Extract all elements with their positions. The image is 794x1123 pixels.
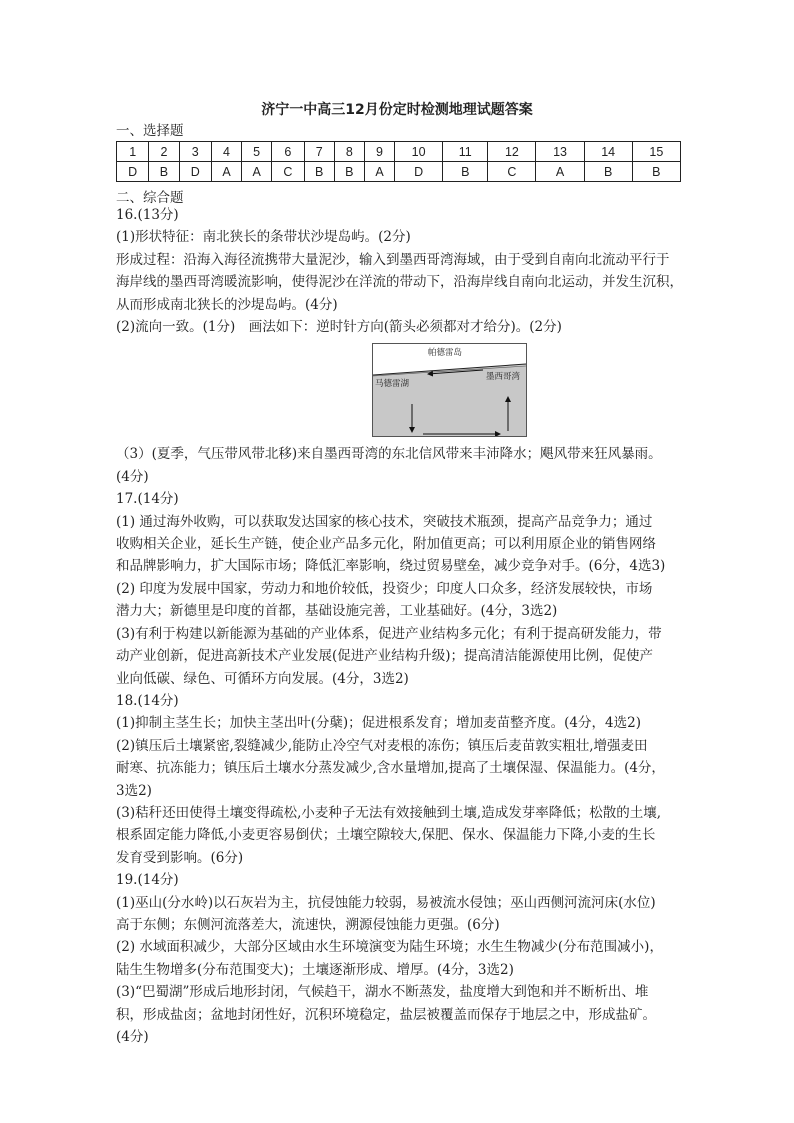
answer-line: (2)镇压后土壤紧密,裂缝减少,能防止冷空气对麦根的冻伤；镇压后麦苗敦实粗壮,增强麦田	[116, 737, 648, 754]
answer-line: (3)有利于构建以新能源为基础的产业体系，促进产业结构多元化；有利于提高研发能力，带	[116, 625, 662, 642]
answer-line: 收购相关企业，延长生产链，使企业产品多元化，附加值更高；可以利用原企业的销售网络	[116, 536, 656, 553]
answer-cell: A	[364, 162, 394, 182]
answer-paragraph	[116, 735, 696, 802]
answer-cell: D	[179, 162, 211, 182]
question-number-cell: 9	[364, 142, 394, 162]
answer-body	[116, 204, 696, 1048]
question-number-cell: 5	[242, 142, 272, 162]
question-number-row	[117, 142, 681, 162]
answer-line: 业向低碳、绿色、可循环方向发展。(4分，3选2)	[116, 670, 409, 687]
question-number-cell: 1	[117, 142, 149, 162]
answer-cell: C	[272, 162, 304, 182]
answer-paragraph	[116, 511, 696, 578]
answer-line: (3)“巴蜀湖”形成后地形封闭，气候趋干，湖水不断蒸发，盐度增大到饱和并不断析出、堆	[116, 984, 649, 1001]
answer-line: (3)秸秆还田使得土壤变得疏松,小麦种子无法有效接触到土壤,造成发芽率降低；松散的土壤,	[116, 804, 661, 821]
question-heading: 16.(13分)	[116, 207, 179, 223]
answer-line: (1)形状特征：南北狭长的条带状沙堤岛屿。(2分)	[116, 229, 411, 246]
answer-line: 发育受到影响。(6分)	[116, 849, 244, 866]
answer-cell: B	[149, 162, 179, 182]
answer-row	[117, 162, 681, 182]
answer-paragraph	[116, 443, 696, 488]
answer-paragraph	[116, 712, 696, 734]
answer-line: 陆生生物增多(分布范围变大)；土壤逐渐形成、增厚。(4分，3选2)	[116, 961, 514, 978]
section-heading-comprehensive: 二、综合题	[116, 190, 184, 206]
page-title: 济宁一中高三12月份定时检测地理试题答案	[261, 102, 533, 118]
answer-line: 从而形成南北狭长的沙堤岛屿。(4分)	[116, 296, 338, 313]
answer-line: (1) 通过海外收购，可以获取发达国家的核心技术，突破技术瓶颈，提高产品竞争力；通过	[116, 513, 653, 530]
question-number-cell: 6	[272, 142, 304, 162]
answer-cell: B	[443, 162, 488, 182]
answer-cell: C	[488, 162, 536, 182]
answer-line: 海岸线的墨西哥湾暖流影响，使得泥沙在洋流的带动下，沿海岸线自南向北运动，并发生沉积，	[116, 274, 683, 291]
answer-paragraph	[116, 936, 696, 981]
label-island: 帕德雷岛	[428, 348, 463, 359]
answer-line: (4分)	[116, 468, 149, 485]
answer-paragraph	[116, 981, 696, 1048]
label-lake: 马德雷湖	[375, 379, 410, 390]
question-number-cell: 7	[304, 142, 334, 162]
section-heading-choice: 一、选择题	[116, 123, 184, 139]
answer-line: (2)流向一致。(1分) 画法如下：逆时针方向(箭头必须都对才给分)。(2分)	[116, 319, 562, 336]
answer-cell: A	[536, 162, 584, 182]
answer-line: (2) 印度为发展中国家，劳动力和地价较低，投资少；印度人口众多，经济发展较快，市场	[116, 580, 653, 597]
answer-line: (1)抑制主茎生长；加快主茎出叶(分蘖)；促进根系发育；增加麦苗整齐度。(4分，4选2)	[116, 715, 641, 732]
question-number-cell: 4	[211, 142, 241, 162]
answer-cell: B	[584, 162, 632, 182]
answer-table	[116, 141, 681, 182]
question-heading: 19.(14分)	[116, 872, 179, 889]
answer-line: （3）(夏季，气压带风带北移)来自墨西哥湾的东北信风带来丰沛降水；飓风带来狂风暴雨。	[116, 446, 662, 463]
answer-line: 积，形成盐卤；盆地封闭性好，沉积环境稳定，盐层被覆盖而保存于地层之中，形成盐矿。	[116, 1006, 656, 1023]
question-number-cell: 8	[334, 142, 364, 162]
answer-cell: A	[242, 162, 272, 182]
answer-paragraph	[116, 802, 696, 869]
answer-line: 耐寒、抗冻能力；镇压后土壤水分蒸发减少,含水量增加,提高了土壤保湿、保温能力。(4分，	[116, 760, 665, 777]
answer-line: (2) 水域面积减少，大部分区域由水生环境演变为陆生环境；水生生物减少(分布范围减小)，	[116, 939, 663, 956]
answer-cell: B	[632, 162, 680, 182]
question-number-cell: 14	[584, 142, 632, 162]
question-number-cell: 3	[179, 142, 211, 162]
answer-paragraph	[116, 892, 696, 937]
question-number-cell: 15	[632, 142, 680, 162]
label-gulf: 墨西哥湾	[486, 372, 521, 383]
question-number-cell: 11	[443, 142, 488, 162]
answer-line: 形成过程：沿海入海径流携带大量泥沙，输入到墨西哥湾海域，由于受到自南向北流动平行于	[116, 251, 670, 268]
answer-cell: A	[211, 162, 241, 182]
answer-line: 3选2)	[116, 782, 152, 799]
answer-cell: B	[334, 162, 364, 182]
answer-paragraph	[116, 578, 696, 623]
question-number-cell: 13	[536, 142, 584, 162]
answer-line: 动产业创新，促进高新技术产业发展(促进产业结构升级)；提高清洁能源使用比例，促使产	[116, 648, 654, 665]
answer-paragraph	[116, 249, 696, 316]
answer-line: (1)巫山(分水岭)以石灰岩为主，抗侵蚀能力较弱，易被流水侵蚀；巫山西侧河流河床(水位)	[116, 894, 656, 911]
answer-cell: D	[395, 162, 443, 182]
current-direction-diagram	[372, 343, 527, 437]
answer-paragraph	[116, 623, 696, 690]
question-heading: 18.(14分)	[116, 692, 179, 709]
answer-cell: B	[304, 162, 334, 182]
answer-line: 高于东侧；东侧河流落差大，流速快，溯源侵蚀能力更强。(6分)	[116, 916, 500, 933]
question-number-cell: 10	[395, 142, 443, 162]
answer-line: 根系固定能力降低,小麦更容易倒伏；土壤空隙较大,保肥、保水、保温能力下降,小麦的生长	[116, 827, 656, 844]
answer-line: 和品牌影响力，扩大国际市场；降低汇率影响，绕过贸易壁垒，减少竞争对手。(6分，4选3)	[116, 558, 666, 575]
question-heading: 17.(14分)	[116, 491, 179, 508]
question-number-cell: 12	[488, 142, 536, 162]
question-number-cell: 2	[149, 142, 179, 162]
answer-cell: D	[117, 162, 149, 182]
answer-line: (4分)	[116, 1029, 149, 1045]
answer-line: 潜力大；新德里是印度的首都，基础设施完善，工业基础好。(4分，3选2)	[116, 603, 558, 620]
